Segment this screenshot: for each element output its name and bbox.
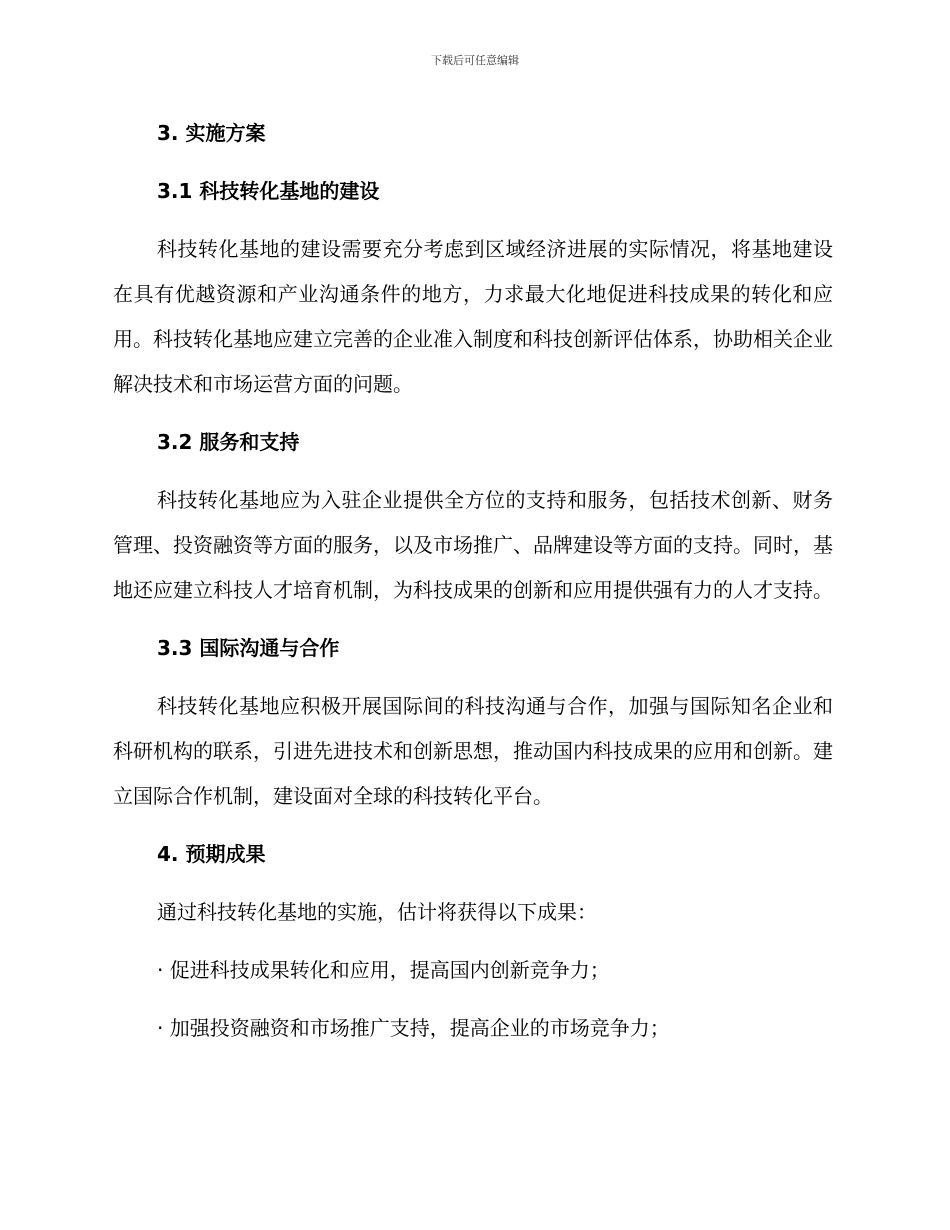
document-body <box>113 111 833 1064</box>
section-3-title: 3. 实施方案 <box>157 121 266 145</box>
page-header: 下载后可任意编辑 <box>431 54 519 67</box>
section-3-1-paragraph: 科技转化基地的建设需要充分考虑到区域经济进展的实际情况，将基地建设在具有优越资源和产业沟通条件的地方，力求最大化地促进科技成果的转化和应用。科技转化基地应建立完善的企业准入制度和科技创新评估体系，协助相关企业解决技术和市场运营方面的问题。 <box>113 237 833 396</box>
section-3-1-title: 3.1 科技转化基地的建设 <box>157 179 380 203</box>
list-item: · 促进科技成果转化和应用，提高国内创新竞争力； <box>157 958 610 982</box>
section-3-3-title: 3.3 国际沟通与合作 <box>157 636 340 660</box>
list-item: · 加强投资融资和市场推广支持，提高企业的市场竞争力； <box>157 1016 670 1040</box>
section-4-intro: 通过科技转化基地的实施，估计将获得以下成果： <box>157 900 597 924</box>
section-3-2-paragraph: 科技转化基地应为入驻企业提供全方位的支持和服务，包括技术创新、财务管理、投资融资等方面的服务，以及市场推广、品牌建设等方面的支持。同时，基地还应建立科技人才培育机制，为科技成果的创新和应用提供强有力的人才支持。 <box>113 488 833 602</box>
section-3-3-paragraph: 科技转化基地应积极开展国际间的科技沟通与合作，加强与国际知名企业和科研机构的联系，引进先进技术和创新思想，推动国内科技成果的应用和创新。建立国际合作机制，建设面对全球的科技转化平台。 <box>113 694 833 808</box>
section-3-2-title: 3.2 服务和支持 <box>157 430 300 454</box>
section-4-title: 4. 预期成果 <box>157 842 266 866</box>
